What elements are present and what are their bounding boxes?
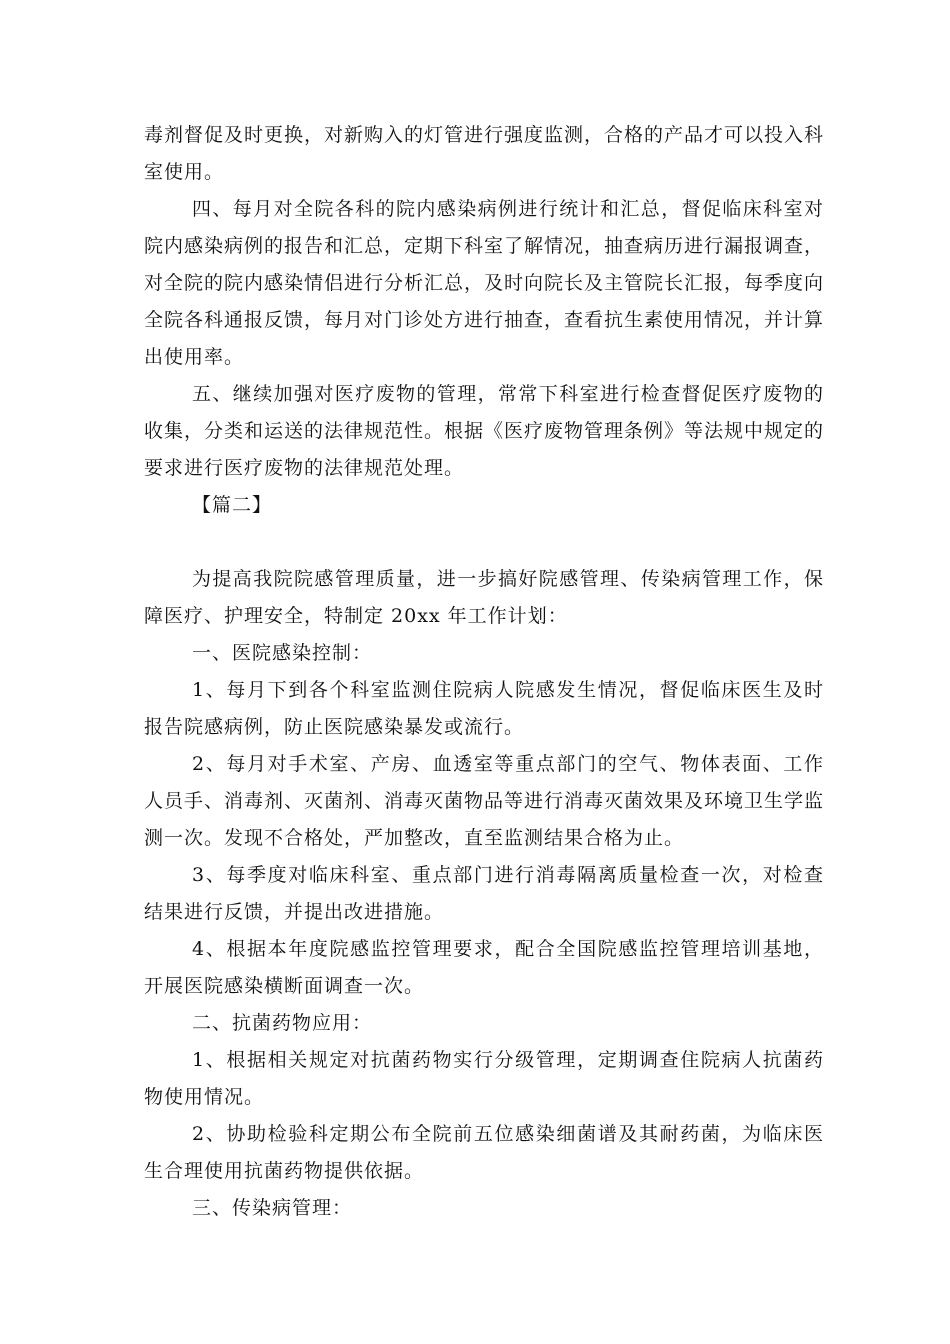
heading-antibiotics: 二、抗菌药物应用： bbox=[192, 1012, 373, 1034]
document-body bbox=[144, 117, 824, 1227]
paragraph-item-4: 4、根据本年度院感监控管理要求，配合全国院感监控管理培训基地，开展医院感染横断面调查一次。 bbox=[144, 938, 824, 997]
paragraph-antibiotic-2: 2、协助检验科定期公布全院前五位感染细菌谱及其耐药菌，为临床医生合理使用抗菌药物提供依据。 bbox=[144, 1123, 824, 1182]
paragraph-intro: 为提高我院院感管理质量，进一步搞好院感管理、传染病管理工作，保障医疗、护理安全，特制定 20xx 年工作计划： bbox=[144, 568, 824, 627]
paragraph-antibiotic-1: 1、根据相关规定对抗菌药物实行分级管理，定期调查住院病人抗菌药物使用情况。 bbox=[144, 1049, 824, 1108]
paragraph-disinfectant-lamps: 毒剂督促及时更换，对新购入的灯管进行强度监测，合格的产品才可以投入科室使用。 bbox=[144, 124, 825, 183]
paragraph-item-2: 2、每月对手术室、产房、血透室等重点部门的空气、物体表面、工作人员手、消毒剂、灭菌剂、消毒灭菌物品等进行消毒灭菌效果及环境卫生学监测一次。发现不合格处，严加整改，直至监测结果合格为止。 bbox=[144, 753, 825, 849]
section-title-part-two: 【篇二】 bbox=[192, 494, 273, 516]
paragraph-item-3: 3、每季度对临床科室、重点部门进行消毒隔离质量检查一次，对检查结果进行反馈，并提出改进措施。 bbox=[144, 864, 824, 923]
heading-infection-control: 一、医院感染控制： bbox=[192, 642, 373, 664]
paragraph-item-five: 五、继续加强对医疗废物的管理，常常下科室进行检查督促医疗废物的收集，分类和运送的法律规范性。根据《医疗废物管理条例》等法规中规定的要求进行医疗废物的法律规范处理。 bbox=[144, 383, 825, 479]
paragraph-item-1: 1、每月下到各个科室监测住院病人院感发生情况，督促临床医生及时报告院感病例，防止医院感染暴发或流行。 bbox=[144, 679, 824, 738]
paragraph-item-four: 四、每月对全院各科的院内感染病例进行统计和汇总，督促临床科室对院内感染病例的报告和汇总，定期下科室了解情况，抽查病历进行漏报调查，对全院的院内感染情侣进行分析汇总，及时向院长及主管院长汇报，每季度向全院各科通报反馈，每月对门诊处方进行抽查，查看抗生素使用情况，并计算出使用率。 bbox=[144, 198, 825, 368]
heading-infectious-disease: 三、传染病管理： bbox=[192, 1197, 353, 1219]
